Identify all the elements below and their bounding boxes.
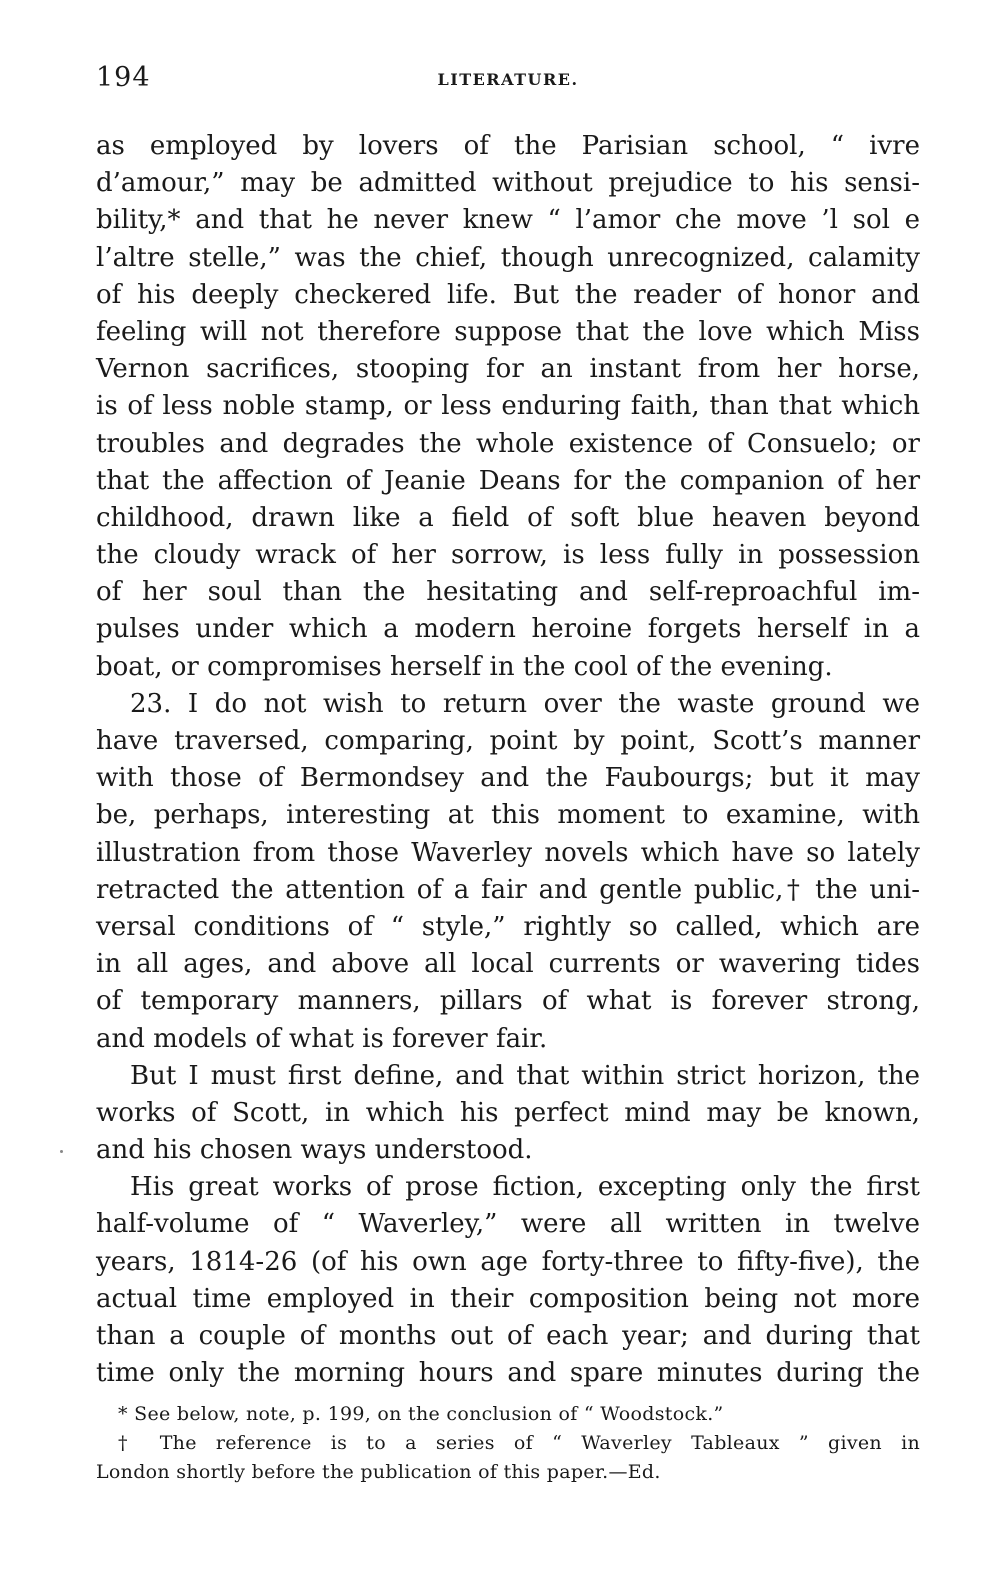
- text-line: with those of Bermondsey and the Faubourgs; but it may: [96, 763, 920, 794]
- text-line: in all ages, and above all local currents or wavering tides: [96, 949, 920, 980]
- text-line: boat, or compromises herself in the cool of the evening.: [96, 651, 833, 682]
- text-line: illustration from those Waverley novels which have so lately: [96, 837, 920, 868]
- text-line: versal conditions of “ style,” rightly so called, which are: [96, 911, 920, 942]
- text-line: of temporary manners, pillars of what is forever strong,: [96, 986, 920, 1017]
- text-line: that the affection of Jeanie Deans for the companion of her: [96, 465, 920, 496]
- text-line: His great works of prose fiction, excepting only the first: [130, 1172, 920, 1203]
- text-line: pulses under which a modern heroine forgets herself in a: [96, 614, 920, 645]
- text-line: 23. I do not wish to return over the waste ground we: [130, 688, 920, 719]
- footnote: London shortly before the publication of this paper.—Ed.: [96, 1461, 661, 1483]
- page-header: [96, 62, 920, 98]
- text-line: feeling will not therefore suppose that the love which Miss: [96, 316, 920, 347]
- text-line: of his deeply checkered life. But the reader of honor and: [96, 279, 920, 310]
- footnotes: [96, 1400, 920, 1487]
- margin-speck: [60, 1150, 63, 1153]
- text-line: half-volume of “ Waverley,” were all written in twelve: [96, 1209, 920, 1240]
- text-line: actual time employed in their composition being not more: [96, 1283, 920, 1314]
- text-line: than a couple of months out of each year; and during that: [96, 1321, 920, 1351]
- text-line: childhood, drawn like a field of soft blue heaven beyond: [96, 502, 920, 533]
- text-line: retracted the attention of a fair and gentle public,† the uni-: [96, 874, 920, 905]
- text-line: as employed by lovers of the Parisian school, “ ivre: [96, 131, 920, 161]
- text-line: have traversed, comparing, point by point, Scott’s manner: [96, 726, 920, 756]
- text-line: d’amour,” may be admitted without prejudice to his sensi-: [96, 168, 920, 199]
- page-number: 194: [96, 62, 151, 93]
- text-line: of her soul than the hesitating and self-reproachful im-: [96, 577, 920, 608]
- text-line: But I must first define, and that within strict horizon, the: [130, 1060, 920, 1091]
- footnote: † The reference is to a series of “ Waverley Tableaux ” given in: [118, 1432, 920, 1454]
- text-line: works of Scott, in which his perfect mind may be known,: [96, 1097, 920, 1128]
- text-line: and models of what is forever fair.: [96, 1023, 548, 1054]
- text-line: time only the morning hours and spare minutes during the: [96, 1358, 920, 1389]
- text-line: years, 1814-26 (of his own age forty-three to fifty-five), the: [96, 1246, 920, 1277]
- text-line: troubles and degrades the whole existence of Consuelo; or: [96, 428, 920, 459]
- text-line: the cloudy wrack of her sorrow, is less fully in possession: [96, 540, 920, 571]
- text-line: Vernon sacrifices, stooping for an instant from her horse,: [96, 354, 920, 385]
- text-line: is of less noble stamp, or less enduring faith, than that which: [96, 391, 920, 422]
- text-line: and his chosen ways understood.: [96, 1135, 533, 1166]
- text-line: l’altre stelle,” was the chief, though unrecognized, calamity: [96, 242, 920, 273]
- running-head: LITERATURE.: [437, 70, 579, 89]
- text-line: bility,* and that he never knew “ l’amor che move ’l sol e: [96, 205, 920, 236]
- footnote: * See below, note, p. 199, on the conclusion of “ Woodstock.”: [118, 1403, 724, 1425]
- body-text: [96, 128, 920, 1392]
- text-line: be, perhaps, interesting at this moment to examine, with: [96, 800, 920, 831]
